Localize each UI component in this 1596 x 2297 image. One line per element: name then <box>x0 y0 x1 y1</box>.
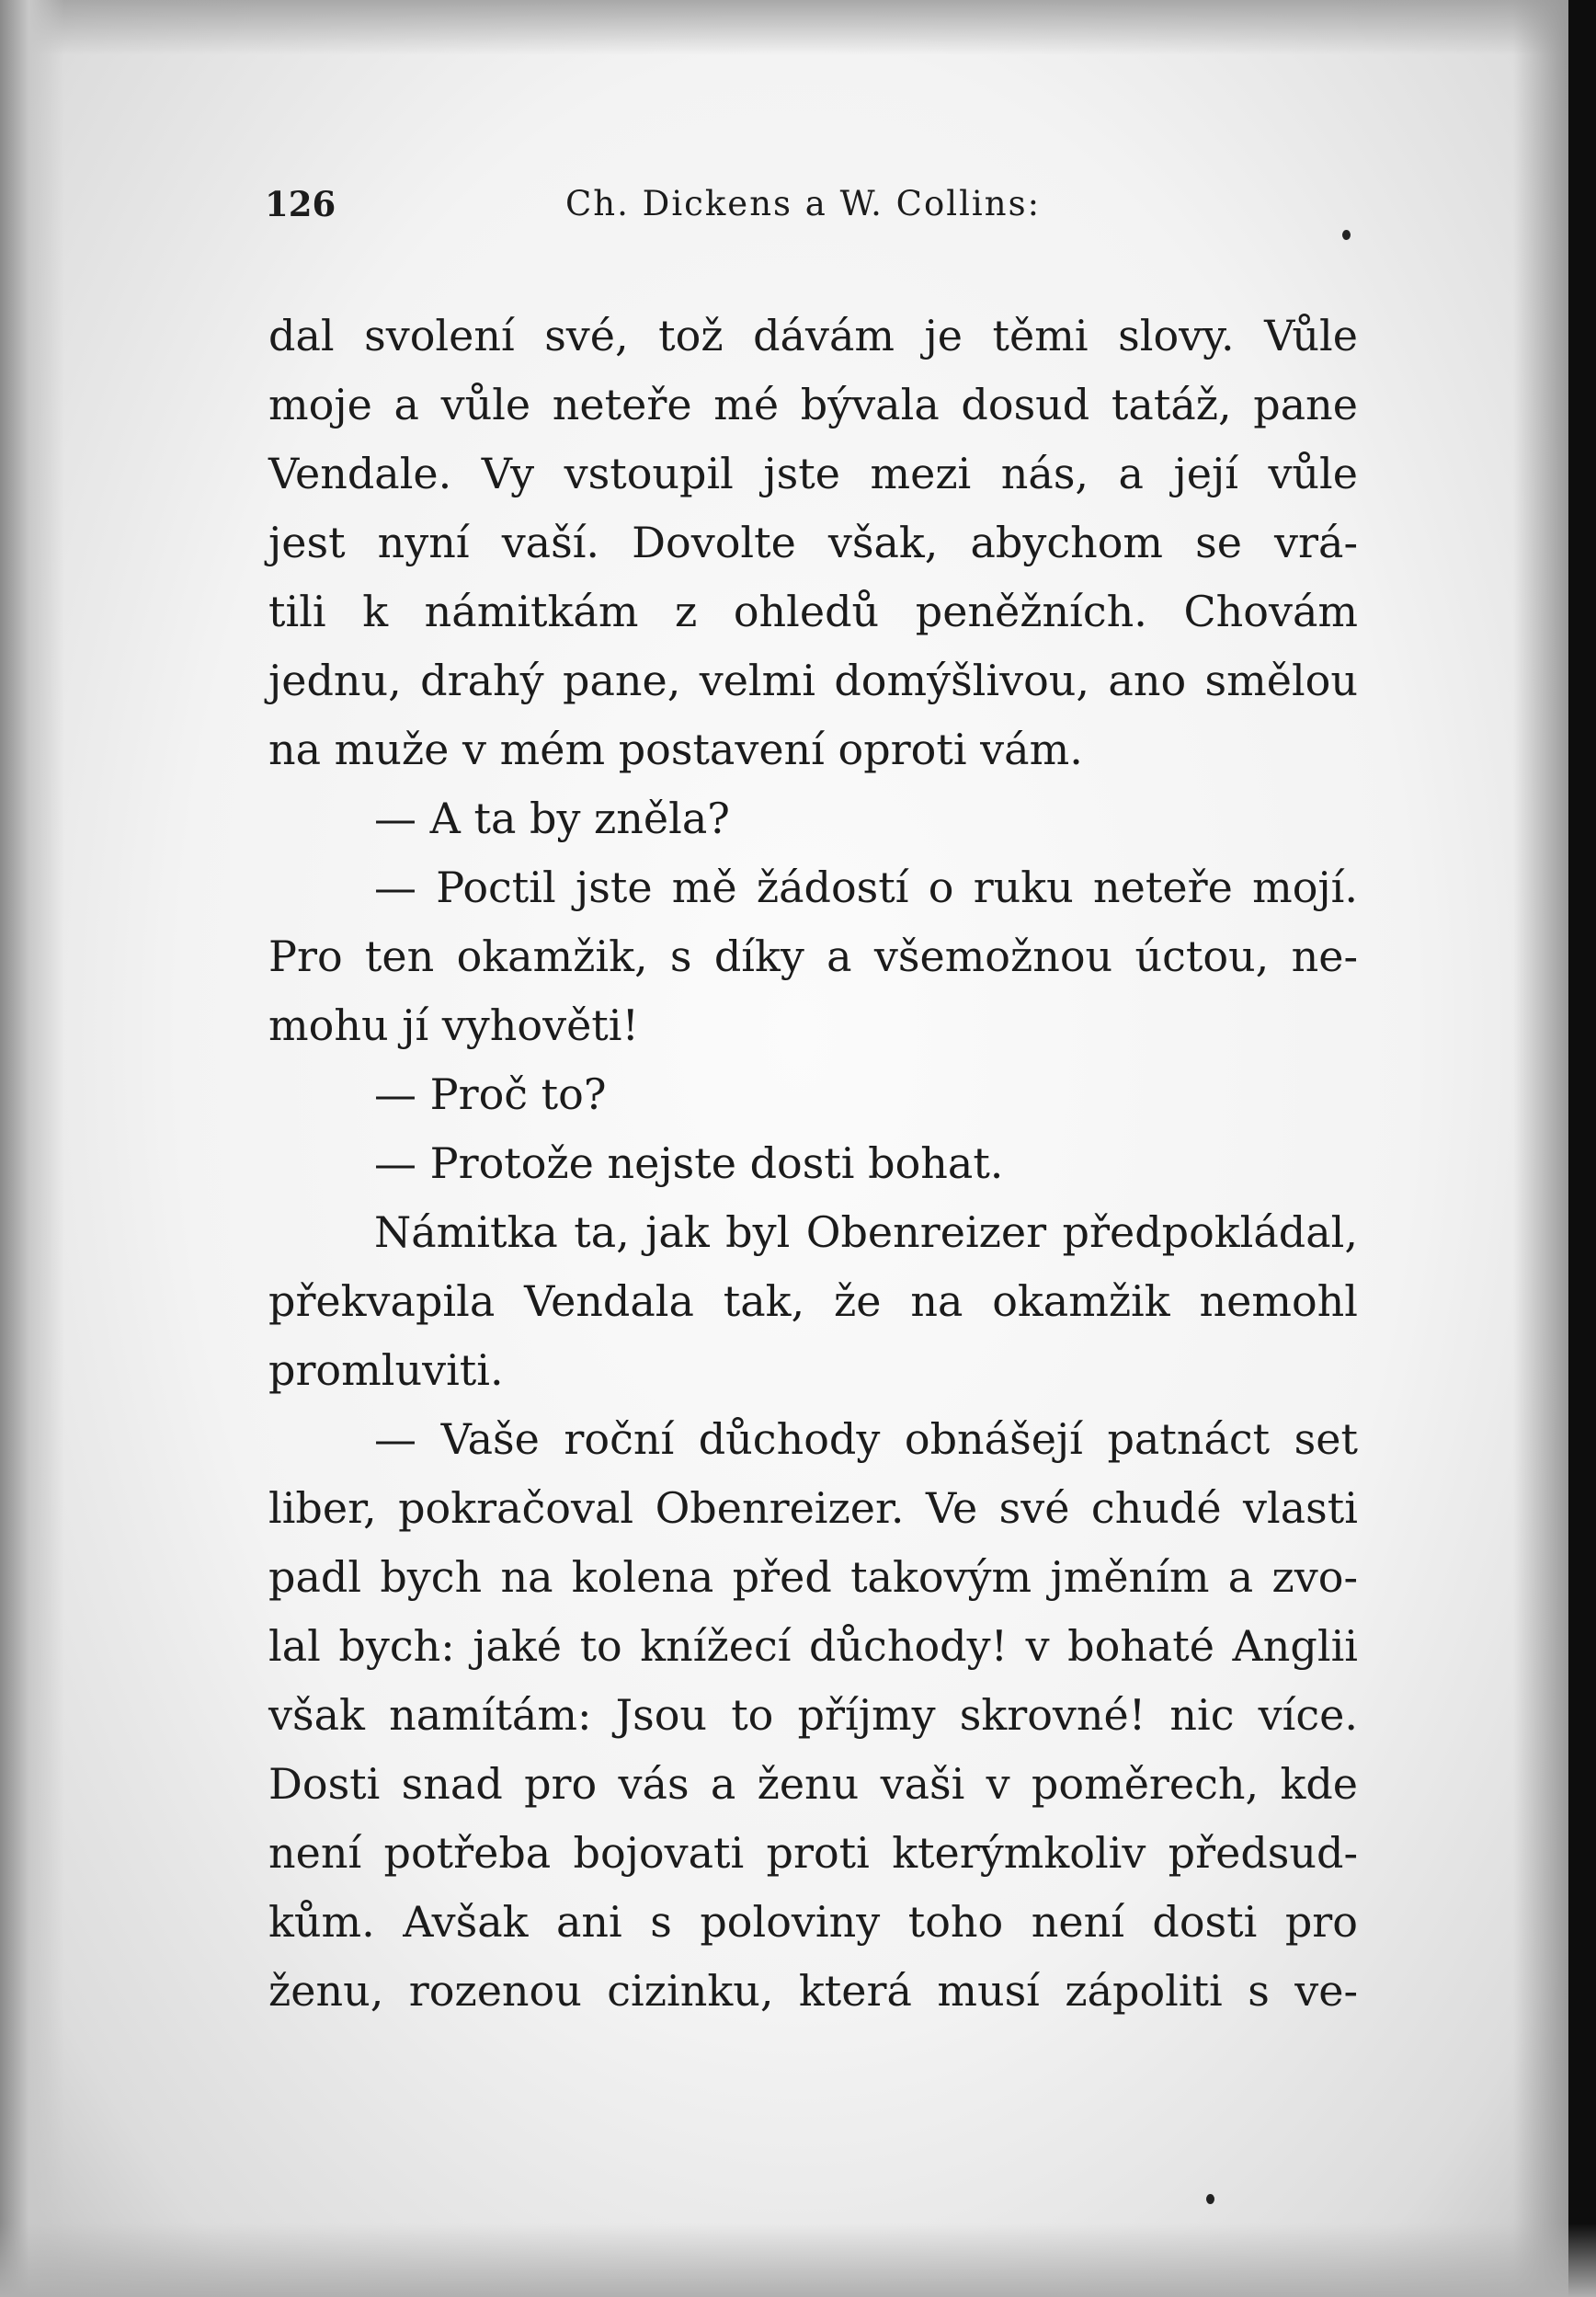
top-shadow <box>0 0 1596 55</box>
text-line: na muže v mém postavení oproti vám. <box>268 725 1083 774</box>
text-line: — A ta by zněla? <box>374 794 730 843</box>
text-line: Dosti snad pro vás a ženu vaši v poměrech, kde <box>268 1759 1358 1809</box>
left-shadow <box>0 0 64 2297</box>
text-line: překvapila Vendala tak, že na okamžik nemohl <box>268 1276 1358 1326</box>
text-line: Námitka ta, jak byl Obenreizer předpokládal, <box>374 1207 1358 1257</box>
text-line: Vendale. Vy vstoupil jste mezi nás, a její vůle <box>268 449 1358 498</box>
body-text <box>268 302 1358 2026</box>
text-line: dal svolení své, tož dávám je těmi slovy. Vůle <box>268 311 1358 360</box>
page-number: 126 <box>265 184 336 224</box>
text-line: jednu, drahý pane, velmi domýšlivou, ano smělou <box>268 656 1358 705</box>
text-line: lal bych: jaké to knížecí důchody! v bohaté Anglii <box>268 1621 1358 1671</box>
stray-dot <box>1206 2194 1214 2204</box>
text-line: — Proč to? <box>374 1069 607 1119</box>
text-line: ženu, rozenou cizinku, která musí zápoliti s ve- <box>268 1966 1358 2016</box>
text-line: kům. Avšak ani s poloviny toho není dosti pro <box>268 1897 1358 1947</box>
page-header <box>265 184 1368 239</box>
text-line: liber, pokračoval Obenreizer. Ve své chudé vlasti <box>268 1483 1358 1533</box>
text-line: promluviti. <box>268 1345 504 1395</box>
text-line: však namítám: Jsou to příjmy skrovné! nic více. <box>268 1690 1358 1740</box>
right-edge <box>1568 0 1596 2297</box>
text-line: — Protože nejste dosti bohat. <box>374 1138 1004 1188</box>
right-shade <box>1513 0 1568 2297</box>
text-line: Pro ten okamžik, s díky a všemožnou úctou, ne- <box>268 931 1358 981</box>
text-line: mohu jí vyhověti! <box>268 1000 639 1050</box>
running-title: Ch. Dickens a W. Collins: <box>565 184 1042 223</box>
text-line: padl bych na kolena před takovým jměním a zvo- <box>268 1552 1358 1602</box>
text-line: není potřeba bojovati proti kterýmkoliv předsud- <box>268 1828 1358 1878</box>
stray-dot <box>1342 230 1351 240</box>
text-line: jest nyní vaší. Dovolte však, abychom se vrá- <box>268 518 1358 567</box>
text-line: tili k námitkám z ohledů peněžních. Chovám <box>268 587 1358 636</box>
text-line: moje a vůle neteře mé bývala dosud tatáž, pane <box>268 380 1358 429</box>
text-line: — Poctil jste mě žádostí o ruku neteře mojí. <box>374 863 1358 912</box>
bottom-shadow <box>0 2223 1596 2297</box>
text-line: — Vaše roční důchody obnášejí patnáct set <box>374 1414 1358 1464</box>
